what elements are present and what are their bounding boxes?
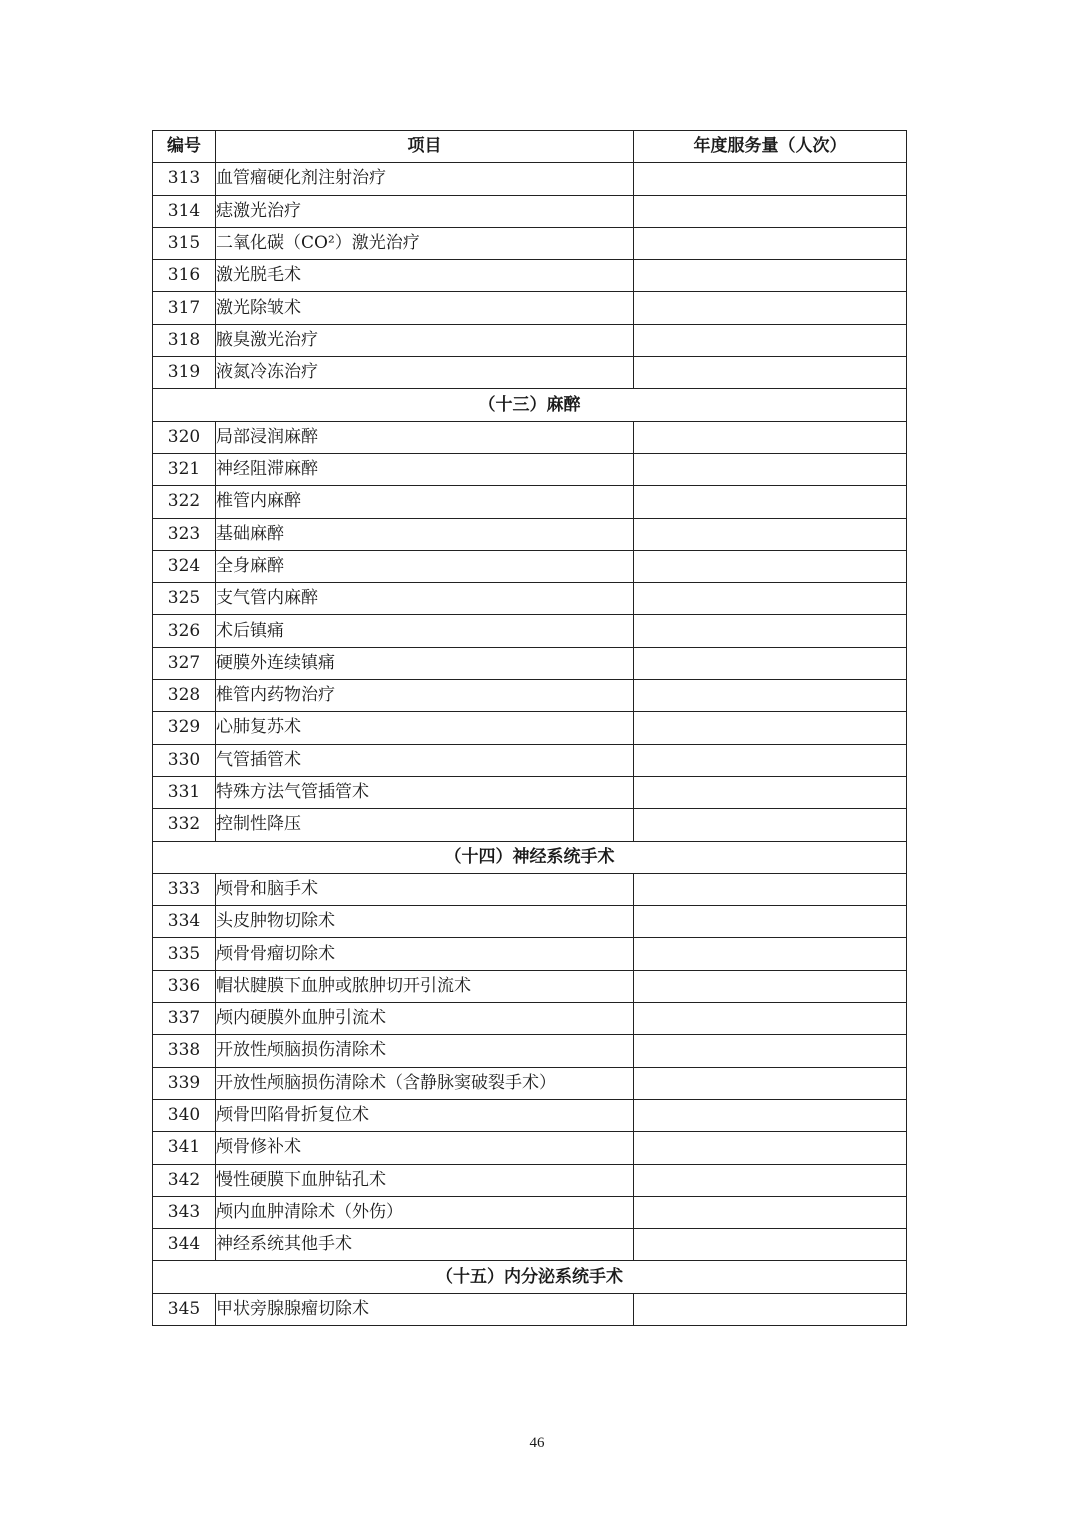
annual-volume-cell bbox=[634, 260, 907, 292]
item-name: 慢性硬膜下血肿钻孔术 bbox=[216, 1164, 634, 1196]
table-row bbox=[153, 324, 907, 356]
table-row bbox=[153, 970, 907, 1002]
annual-volume-cell bbox=[634, 550, 907, 582]
item-name: 颅骨骨瘤切除术 bbox=[216, 938, 634, 970]
table-row bbox=[153, 292, 907, 324]
annual-volume-cell bbox=[634, 680, 907, 712]
item-name: 甲状旁腺腺瘤切除术 bbox=[216, 1293, 634, 1325]
item-number: 337 bbox=[153, 1003, 216, 1035]
table-body bbox=[153, 163, 907, 1326]
item-name: 术后镇痛 bbox=[216, 615, 634, 647]
item-number: 344 bbox=[153, 1229, 216, 1261]
table-row bbox=[153, 1196, 907, 1228]
item-number: 328 bbox=[153, 680, 216, 712]
table-row bbox=[153, 453, 907, 485]
item-number: 324 bbox=[153, 550, 216, 582]
annual-volume-cell bbox=[634, 1229, 907, 1261]
item-name: 颅骨和脑手术 bbox=[216, 873, 634, 905]
annual-volume-cell bbox=[634, 486, 907, 518]
item-name: 神经系统其他手术 bbox=[216, 1229, 634, 1261]
annual-volume-cell bbox=[634, 1067, 907, 1099]
table-row bbox=[153, 486, 907, 518]
section-header-row bbox=[153, 841, 907, 873]
item-name: 激光脱毛术 bbox=[216, 260, 634, 292]
header-number: 编号 bbox=[153, 131, 216, 163]
annual-volume-cell bbox=[634, 970, 907, 1002]
annual-volume-cell bbox=[634, 906, 907, 938]
annual-volume-cell bbox=[634, 1293, 907, 1325]
item-name: 痣激光治疗 bbox=[216, 195, 634, 227]
item-number: 327 bbox=[153, 647, 216, 679]
item-number: 319 bbox=[153, 357, 216, 389]
table-row bbox=[153, 1164, 907, 1196]
item-number: 331 bbox=[153, 776, 216, 808]
table-row bbox=[153, 1229, 907, 1261]
annual-volume-cell bbox=[634, 1196, 907, 1228]
annual-volume-cell bbox=[634, 1035, 907, 1067]
annual-volume-cell bbox=[634, 647, 907, 679]
item-number: 322 bbox=[153, 486, 216, 518]
item-number: 345 bbox=[153, 1293, 216, 1325]
item-name: 二氧化碳（CO²）激光治疗 bbox=[216, 227, 634, 259]
annual-volume-cell bbox=[634, 809, 907, 841]
annual-volume-cell bbox=[634, 712, 907, 744]
item-number: 339 bbox=[153, 1067, 216, 1099]
item-name: 颅内硬膜外血肿引流术 bbox=[216, 1003, 634, 1035]
annual-volume-cell bbox=[634, 324, 907, 356]
table-row bbox=[153, 195, 907, 227]
item-name: 血管瘤硬化剂注射治疗 bbox=[216, 163, 634, 195]
item-name: 颅骨修补术 bbox=[216, 1132, 634, 1164]
annual-volume-cell bbox=[634, 453, 907, 485]
section-header-row bbox=[153, 389, 907, 421]
item-number: 320 bbox=[153, 421, 216, 453]
page-number: 46 bbox=[529, 1435, 545, 1451]
table-row bbox=[153, 809, 907, 841]
annual-volume-cell bbox=[634, 518, 907, 550]
table-row bbox=[153, 680, 907, 712]
table-row bbox=[153, 873, 907, 905]
table-row bbox=[153, 583, 907, 615]
item-name: 特殊方法气管插管术 bbox=[216, 776, 634, 808]
item-number: 332 bbox=[153, 809, 216, 841]
service-volume-table bbox=[152, 130, 907, 1326]
table-row bbox=[153, 1003, 907, 1035]
item-number: 317 bbox=[153, 292, 216, 324]
annual-volume-cell bbox=[634, 1132, 907, 1164]
item-number: 333 bbox=[153, 873, 216, 905]
item-name: 液氮冷冻治疗 bbox=[216, 357, 634, 389]
annual-volume-cell bbox=[634, 163, 907, 195]
annual-volume-cell bbox=[634, 583, 907, 615]
item-number: 330 bbox=[153, 744, 216, 776]
item-name: 控制性降压 bbox=[216, 809, 634, 841]
item-name: 椎管内麻醉 bbox=[216, 486, 634, 518]
item-number: 316 bbox=[153, 260, 216, 292]
item-name: 气管插管术 bbox=[216, 744, 634, 776]
item-name: 椎管内药物治疗 bbox=[216, 680, 634, 712]
item-number: 342 bbox=[153, 1164, 216, 1196]
table-row bbox=[153, 1067, 907, 1099]
item-number: 341 bbox=[153, 1132, 216, 1164]
item-name: 颅内血肿清除术（外伤） bbox=[216, 1196, 634, 1228]
item-number: 321 bbox=[153, 453, 216, 485]
item-name: 心肺复苏术 bbox=[216, 712, 634, 744]
item-name: 激光除皱术 bbox=[216, 292, 634, 324]
item-number: 334 bbox=[153, 906, 216, 938]
header-item: 项目 bbox=[216, 131, 634, 163]
table-row bbox=[153, 938, 907, 970]
table-row bbox=[153, 1132, 907, 1164]
table-row bbox=[153, 712, 907, 744]
item-number: 325 bbox=[153, 583, 216, 615]
item-name: 开放性颅脑损伤清除术 bbox=[216, 1035, 634, 1067]
annual-volume-cell bbox=[634, 1099, 907, 1131]
annual-volume-cell bbox=[634, 938, 907, 970]
item-name: 全身麻醉 bbox=[216, 550, 634, 582]
annual-volume-cell bbox=[634, 227, 907, 259]
table-row bbox=[153, 260, 907, 292]
table-row bbox=[153, 615, 907, 647]
annual-volume-cell bbox=[634, 195, 907, 227]
table-row bbox=[153, 744, 907, 776]
annual-volume-cell bbox=[634, 357, 907, 389]
annual-volume-cell bbox=[634, 421, 907, 453]
annual-volume-cell bbox=[634, 744, 907, 776]
item-number: 340 bbox=[153, 1099, 216, 1131]
item-name: 局部浸润麻醉 bbox=[216, 421, 634, 453]
item-name: 颅骨凹陷骨折复位术 bbox=[216, 1099, 634, 1131]
table-row bbox=[153, 357, 907, 389]
annual-volume-cell bbox=[634, 615, 907, 647]
item-number: 343 bbox=[153, 1196, 216, 1228]
item-name: 帽状腱膜下血肿或脓肿切开引流术 bbox=[216, 970, 634, 1002]
item-name: 头皮肿物切除术 bbox=[216, 906, 634, 938]
table-row bbox=[153, 647, 907, 679]
table-row bbox=[153, 550, 907, 582]
annual-volume-cell bbox=[634, 776, 907, 808]
header-annual-volume: 年度服务量（人次） bbox=[634, 131, 907, 163]
section-title: （十三）麻醉 bbox=[153, 389, 907, 421]
annual-volume-cell bbox=[634, 292, 907, 324]
section-title: （十五）内分泌系统手术 bbox=[153, 1261, 907, 1293]
item-name: 支气管内麻醉 bbox=[216, 583, 634, 615]
item-name: 神经阻滞麻醉 bbox=[216, 453, 634, 485]
table-row bbox=[153, 163, 907, 195]
table-row bbox=[153, 1293, 907, 1325]
item-number: 323 bbox=[153, 518, 216, 550]
item-number: 313 bbox=[153, 163, 216, 195]
item-name: 硬膜外连续镇痛 bbox=[216, 647, 634, 679]
item-number: 315 bbox=[153, 227, 216, 259]
item-number: 338 bbox=[153, 1035, 216, 1067]
item-number: 314 bbox=[153, 195, 216, 227]
table-row bbox=[153, 227, 907, 259]
item-name: 基础麻醉 bbox=[216, 518, 634, 550]
annual-volume-cell bbox=[634, 1164, 907, 1196]
table-row bbox=[153, 906, 907, 938]
item-number: 336 bbox=[153, 970, 216, 1002]
item-name: 腋臭激光治疗 bbox=[216, 324, 634, 356]
section-title: （十四）神经系统手术 bbox=[153, 841, 907, 873]
annual-volume-cell bbox=[634, 873, 907, 905]
item-number: 326 bbox=[153, 615, 216, 647]
section-header-row bbox=[153, 1261, 907, 1293]
annual-volume-cell bbox=[634, 1003, 907, 1035]
table-row bbox=[153, 776, 907, 808]
item-number: 318 bbox=[153, 324, 216, 356]
item-number: 335 bbox=[153, 938, 216, 970]
table-row bbox=[153, 518, 907, 550]
table-header-row bbox=[153, 131, 907, 163]
table-row bbox=[153, 1099, 907, 1131]
table-row bbox=[153, 421, 907, 453]
table-row bbox=[153, 1035, 907, 1067]
item-name: 开放性颅脑损伤清除术（含静脉窦破裂手术） bbox=[216, 1067, 634, 1099]
item-number: 329 bbox=[153, 712, 216, 744]
